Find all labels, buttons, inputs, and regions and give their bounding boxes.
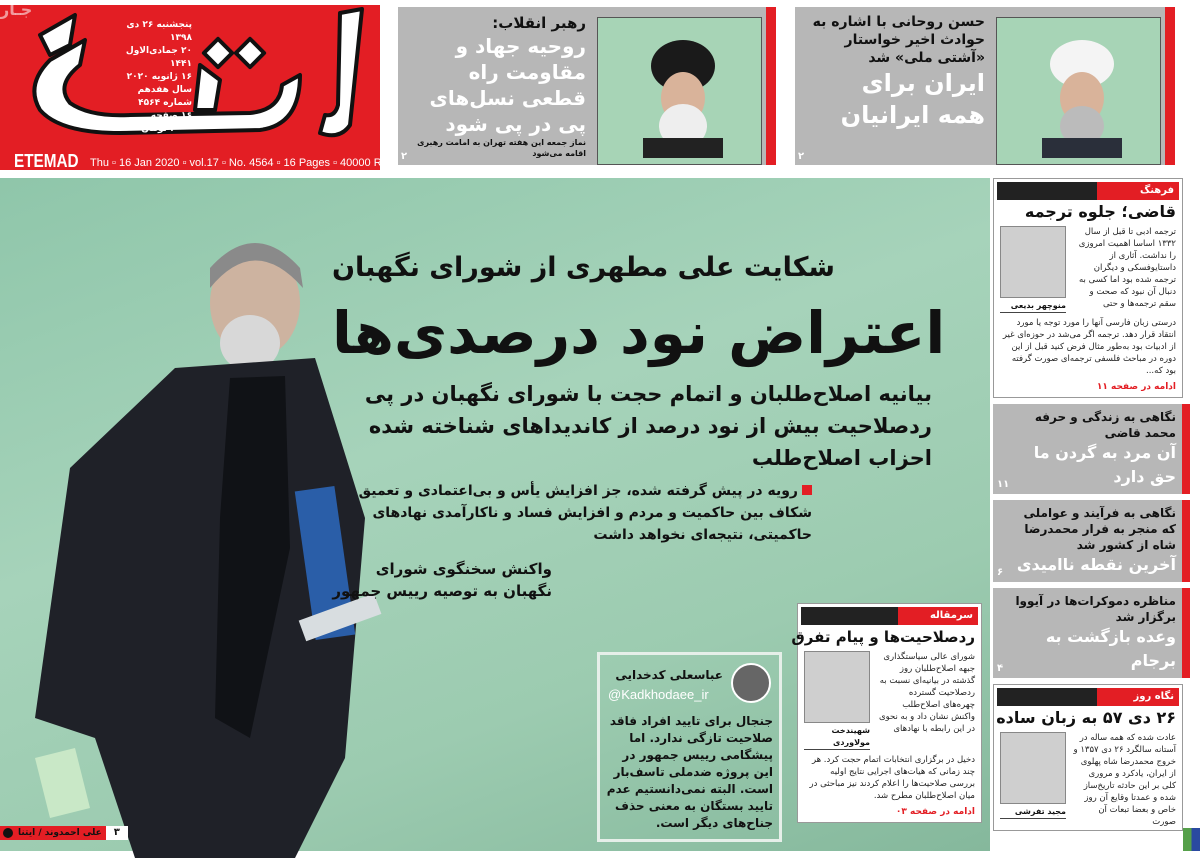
tweet-text: جنجال برای تایید افراد فاقد صلاحیت تازگی ندارد. اما پیشگامی رییس جمهور در این پروژه ضدملی تاسف‌بار است. البته نمی‌دانستیم عدم تایید بستگان به معنی حذف جناح‌های دیگر است. bbox=[606, 714, 773, 830]
author-photo bbox=[804, 651, 870, 723]
culture-box[interactable] bbox=[993, 178, 1183, 398]
portrait-icon bbox=[1042, 38, 1122, 158]
rouhani-photo bbox=[996, 17, 1161, 165]
continue-link[interactable]: ادامه در صفحه ۱۱ bbox=[1096, 382, 1176, 392]
headline: ایران برای همه ایرانیان bbox=[840, 69, 985, 129]
day-view-text: عادت شده که همه ساله در آستانه سالگرد ۲۶ دی ۱۳۵۷ و خروج محمدرضا شاه پهلوی از ایران، یادکرد و مروری کلی بر این حادثه تاریخ‌ساز شده و عمدتا وقایع آن روز خاص و بعضا تبعات آن صورت bbox=[1073, 733, 1176, 827]
day-view-box[interactable] bbox=[993, 684, 1183, 831]
author-photo bbox=[1000, 732, 1066, 804]
teaser-kicker: مناظره دموکرات‌ها در آیووا برگزار شد bbox=[1015, 594, 1176, 624]
watermark: جـار bbox=[0, 0, 33, 19]
culture-text: ترجمه ادبی تا قبل از سال ۱۳۳۲ اساسا اهمیت امروزی را نداشت. آثاری از داستایوفسکی و دیگران ترجمه شده بود اما کسی به دنبال آن نبود که صحت و سقم ترجمه‌ها و حتی bbox=[1078, 227, 1176, 309]
author-name: شهیندخت مولاوردی bbox=[804, 725, 870, 750]
teaser-headline: آن مرد به گردن ما حق دارد bbox=[1033, 443, 1176, 486]
red-accent-bar bbox=[1182, 588, 1190, 678]
author-name: منوچهر بدیعی bbox=[1000, 300, 1066, 313]
author-name: مجید تفرشی bbox=[1000, 806, 1066, 819]
red-accent-bar bbox=[1165, 7, 1175, 165]
tweet-handle[interactable]: @Kadkhodaee_ir bbox=[608, 687, 709, 702]
teaser-headline: وعده بازگشت به برجام bbox=[1045, 627, 1176, 670]
page-ref: ۳ bbox=[106, 826, 128, 840]
top-story-leader[interactable] bbox=[398, 7, 776, 165]
volume: سال هفدهم bbox=[137, 85, 192, 95]
red-accent-bar bbox=[766, 7, 776, 165]
headline: روحیه جهاد و مقاومت راه قطعی نسل‌های پی در پی شود bbox=[429, 34, 586, 136]
red-accent-bar bbox=[1182, 404, 1190, 494]
lead-text: رویه در پیش گرفته شده، جز افزایش یأس و بی‌اعتمادی و تعمیق شکاف بین حاکمیت و مردم و افزایش فساد و ناکارآمدی نهادهای حاکمیتی، نتیجه‌ای نخواهد داشت bbox=[358, 483, 812, 543]
section-label: سرمقاله bbox=[898, 607, 978, 625]
tweet-card[interactable] bbox=[597, 652, 782, 842]
date-hijri: ۲۰ جمادی‌الاول ۱۴۴۱ bbox=[125, 46, 192, 69]
teaser[interactable] bbox=[993, 404, 1190, 494]
issue-number: شماره ۴۵۶۴ bbox=[138, 98, 192, 108]
tweet-author: عباسعلی کدخدایی bbox=[615, 668, 723, 682]
latin-name: ETEMAD bbox=[14, 151, 79, 171]
page-count: ۱۶ صفحه bbox=[150, 111, 192, 121]
tweet-title: واکنش سخنگوی شورای نگهبان به توصیه رییس جمهور bbox=[332, 560, 552, 600]
editorial-text-cont: دخیل در برگزاری انتخابات اتمام حجت کرد. هر چند زمانی که هیات‌های اجرایی نتایج اولیه بررسی صلاحیت‌ها را اعلام کردند نیز مباحثی در میان اصلاح‌طلبان مطرح شد. bbox=[809, 755, 975, 801]
deck: بیانیه اصلاح‌طلبان و اتمام حجت با شورای نگهبان در پی ردصلاحیت بیش از نود درصد از کاندیداهای شناخته شده احزاب اصلاح‌طلب bbox=[364, 382, 932, 470]
teaser[interactable] bbox=[993, 588, 1190, 678]
editorial-text: شورای عالی سیاستگذاری جبهه اصلاح‌طلبان روز گذشته در بیانیه‌ای نسبت به ردصلاحیت گسترده چهره‌های اصلاح‌طلب واکنش نشان داد و به نحوی در این رابطه با نهادهای bbox=[878, 652, 975, 734]
page-ref: ۲ bbox=[798, 151, 805, 162]
kicker: رهبر انقلاب: bbox=[492, 14, 586, 32]
teaser-headline: آخرین نقطه ناامیدی bbox=[1016, 555, 1176, 574]
masthead bbox=[0, 5, 399, 171]
leader-photo bbox=[597, 17, 762, 165]
section-bar bbox=[997, 182, 1179, 200]
teaser-kicker: نگاهی به زندگی و حرفه محمد قاضی bbox=[1034, 410, 1176, 440]
section-bar bbox=[997, 688, 1179, 706]
right-column bbox=[993, 178, 1190, 831]
section-label: نگاه روز bbox=[1097, 688, 1179, 706]
culture-title: قاضی؛ جلوه ترجمه bbox=[1024, 202, 1176, 221]
subline: نماز جمعه این هفته تهران به امامت رهبری اقامه می‌شود bbox=[417, 138, 586, 158]
editorial[interactable] bbox=[791, 603, 982, 823]
issue-line: Thu ▫ 16 Jan 2020 ▫ vol.17 ▫ No. 4564 ▫ 16 Pages ▫ 40000 Rials bbox=[90, 157, 399, 169]
editorial-title: ردصلاحیت‌ها و پیام تفرق bbox=[791, 628, 975, 646]
page-ref: ۲ bbox=[401, 151, 408, 162]
section-bar bbox=[801, 607, 978, 625]
author-photo bbox=[1000, 226, 1066, 298]
decorative-stripes bbox=[1183, 828, 1200, 851]
section-label: فرهنگ bbox=[1097, 182, 1179, 200]
teaser-kicker: نگاهی به فرآیند و عواملی که منجر به فرار محمدرضا شاه از کشور شد bbox=[1023, 506, 1176, 552]
top-story-rouhani[interactable] bbox=[795, 7, 1175, 165]
main-headline[interactable]: اعتراض نود درصدی‌ها bbox=[332, 299, 946, 367]
portrait-icon bbox=[643, 38, 723, 158]
photo-credit bbox=[0, 826, 128, 840]
kicker: حسن روحانی با اشاره به حوادث اخیر خواستار «آشتی ملی» شد bbox=[812, 14, 985, 66]
culture-text-cont: درستی زبان فارسی آنها را مورد توجه یا مورد انتقاد قرار دهد. ترجمه اگر می‌شد در حوزه‌ای غیر از ادبیات بود به‌طور مثال فرض کنید قبل از این دوره در مباحث فلسفی ترجمه‌ای صورت گرفته بود که... bbox=[1002, 318, 1176, 376]
day-view-title: ۲۶ دی ۵۷ به زبان ساده bbox=[996, 708, 1176, 727]
page-ref: ۱۱ bbox=[997, 479, 1010, 490]
credit-text: علی احمدوند / ایتنا bbox=[18, 828, 102, 838]
continue-link[interactable]: ادامه در صفحه ۰۳ bbox=[895, 807, 975, 817]
date-gregorian: ۱۶ ژانویه ۲۰۲۰ bbox=[126, 72, 192, 82]
avatar bbox=[731, 663, 771, 703]
camera-icon bbox=[3, 828, 13, 838]
date-persian: پنجشنبه ۲۶ دی ۱۳۹۸ bbox=[126, 20, 192, 43]
price: ۴۰۰۰ تومان bbox=[141, 124, 192, 134]
subheadline: شکایت علی مطهری از شورای نگهبان bbox=[332, 252, 835, 283]
teaser[interactable] bbox=[993, 500, 1190, 582]
page-ref: ۴ bbox=[997, 663, 1004, 674]
bullet-square-icon bbox=[802, 485, 812, 495]
lead bbox=[332, 480, 812, 546]
issue-info bbox=[108, 19, 192, 136]
page-ref: ۶ bbox=[997, 567, 1004, 578]
red-accent-bar bbox=[1182, 500, 1190, 582]
